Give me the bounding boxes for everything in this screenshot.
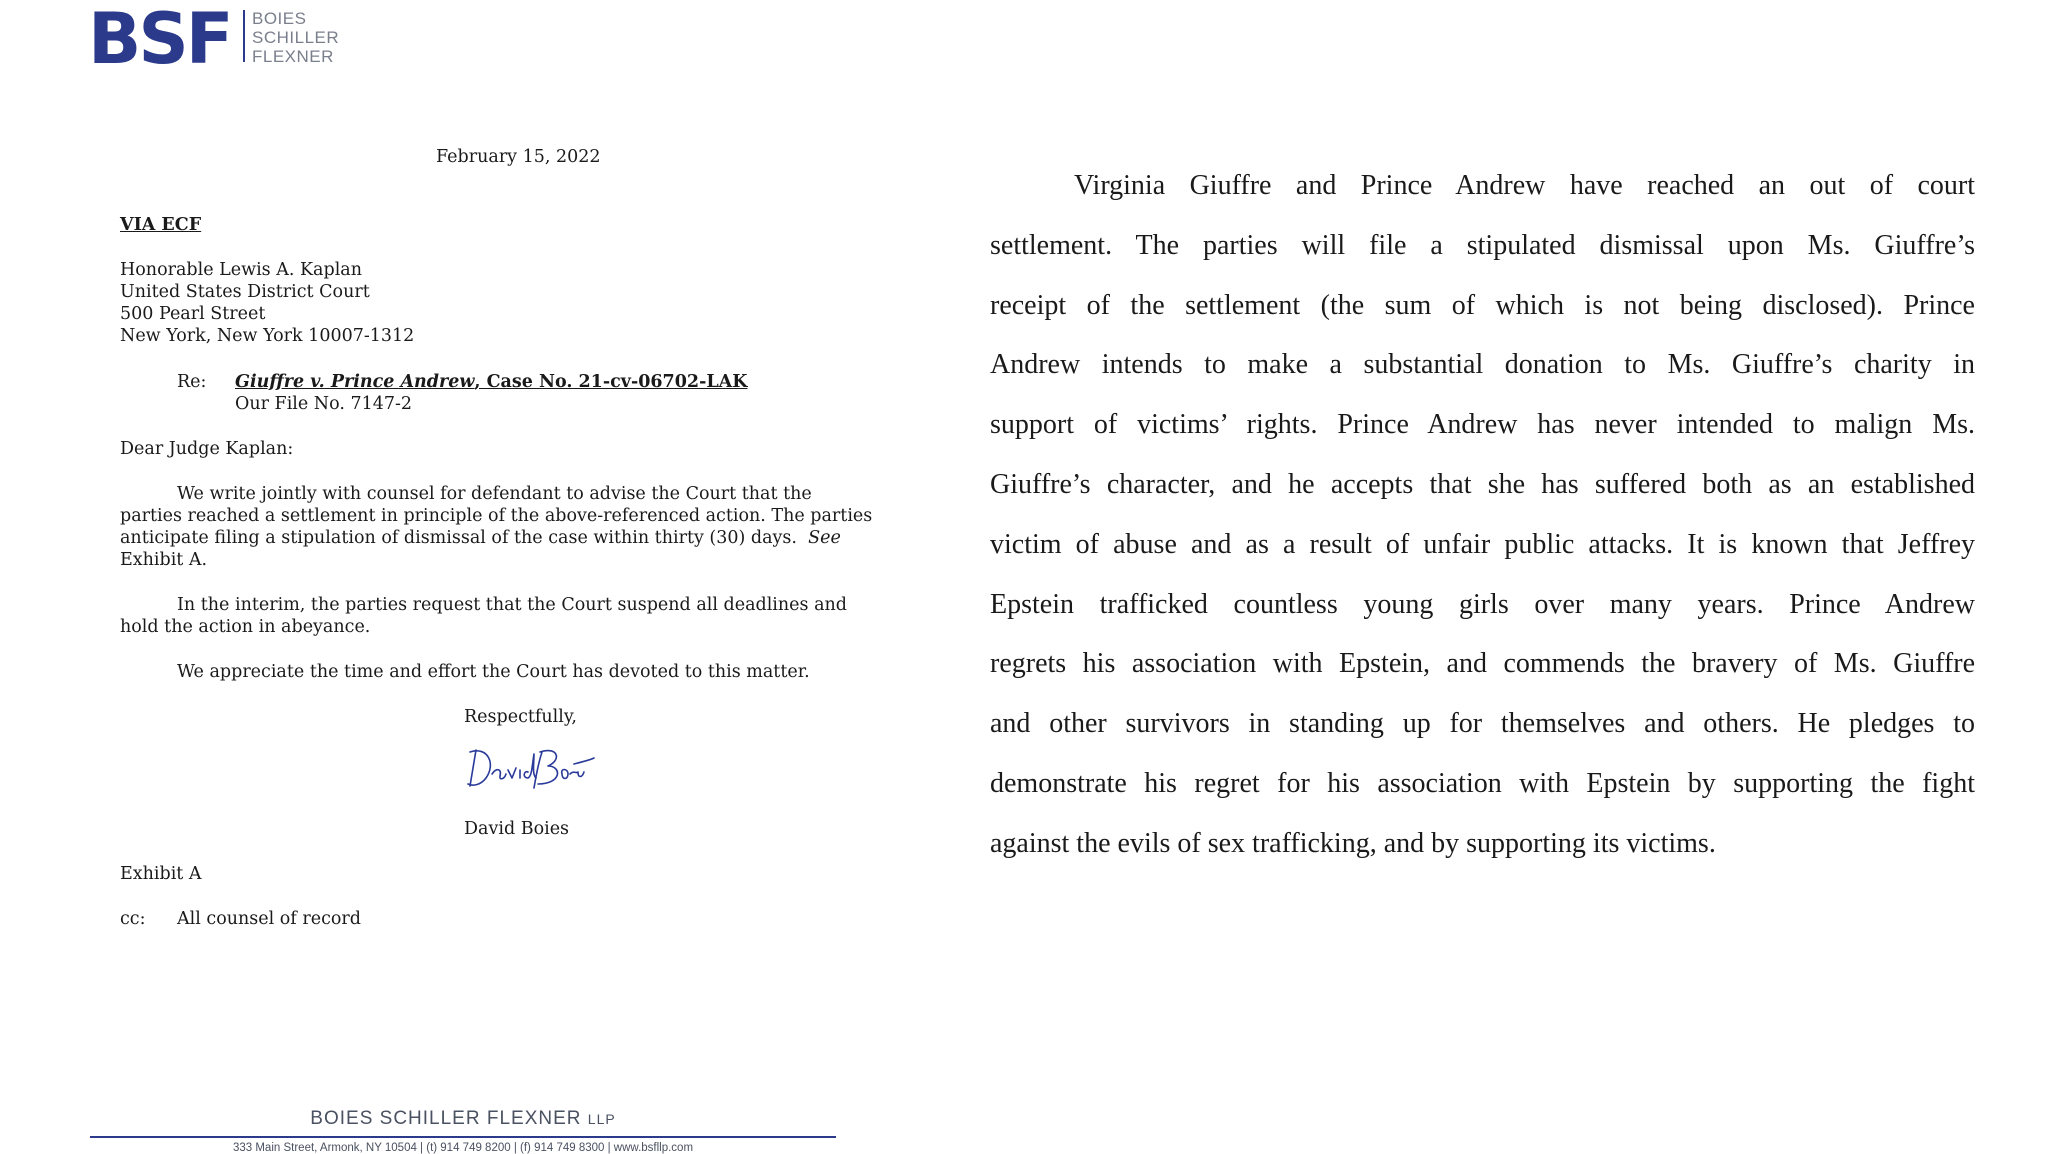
cc-label: cc:	[120, 909, 146, 929]
para1-line: parties reached a settlement in principle of the above-referenced action. The parties	[120, 506, 873, 526]
re-case-number: , Case No. 21-cv-06702-LAK	[474, 372, 748, 392]
statement-line: Virginia Giuffre and Prince Andrew have reached an out of court	[1074, 170, 1975, 201]
statement-line: demonstrate his regret for his association with Epstein by supporting the fight	[990, 767, 1975, 799]
para1-line: We write jointly with counsel for defendant to advise the Court that the	[177, 484, 812, 504]
statement-line: and other survivors in standing up for themselves and others. He pledges to	[990, 708, 1975, 740]
statement-line: against the evils of sex trafficking, and by supporting its victims.	[990, 827, 1716, 859]
re-case-title: Giuffre v. Prince Andrew	[235, 372, 475, 392]
statement-line: support of victims’ rights. Prince Andrew has never intended to malign Ms.	[990, 409, 1975, 441]
para2-line: In the interim, the parties request that the Court suspend all deadlines and	[177, 595, 847, 615]
para1-line	[120, 527, 841, 549]
para2-line: hold the action in abeyance.	[120, 617, 371, 637]
signature	[466, 744, 596, 792]
address-line: United States District Court	[120, 282, 370, 302]
logo-divider	[243, 10, 245, 62]
address-line: New York, New York 10007-1312	[120, 326, 415, 346]
address-line: Honorable Lewis A. Kaplan	[120, 260, 362, 280]
footer-firm-suffix: LLP	[587, 1111, 616, 1127]
footer-firm-name	[90, 1108, 836, 1130]
logo-word: BOIES	[252, 9, 307, 28]
logo-word: FLEXNER	[252, 47, 334, 66]
footer-address: 333 Main Street, Armonk, NY 10504 | (t) 914 749 8200 | (f) 914 749 8300 | www.bsfllp.com	[232, 1142, 694, 1154]
para1-text: anticipate filing a stipulation of dismissal of the case within thirty (30) days.	[120, 528, 797, 548]
statement-line: Andrew intends to make a substantial donation to Ms. Giuffre’s charity in	[990, 349, 1975, 381]
statement-line: settlement. The parties will file a stipulated dismissal upon Ms. Giuffre’s	[990, 229, 1975, 261]
salutation: Dear Judge Kaplan:	[120, 439, 294, 459]
letter-via: VIA ECF	[120, 215, 202, 235]
firm-logo-mark: BSF	[88, 0, 231, 80]
statement-line: regrets his association with Epstein, and commends the bravery of Ms. Giuffre	[990, 648, 1975, 680]
letter-address	[120, 259, 414, 347]
logo-word: SCHILLER	[252, 28, 340, 47]
footer-rule	[90, 1136, 836, 1138]
footer-firm: BOIES SCHILLER FLEXNER	[310, 1108, 582, 1129]
re-file-number: Our File No. 7147-2	[235, 394, 413, 414]
para3: We appreciate the time and effort the Court has devoted to this matter.	[177, 662, 810, 682]
address-line: 500 Pearl Street	[120, 304, 266, 324]
statement-line: receipt of the settlement (the sum of which is not being disclosed). Prince	[990, 289, 1975, 321]
statement-line: victim of abuse and as a result of unfair public attacks. It is known that Jeffrey	[990, 528, 1975, 560]
statement-line: Giuffre’s character, and he accepts that she has suffered both as an established	[990, 468, 1975, 500]
signer-name: David Boies	[464, 819, 570, 839]
para1-see: See	[808, 528, 841, 548]
cc-value: All counsel of record	[177, 909, 361, 929]
closing: Respectfully,	[464, 707, 577, 727]
para1-line: Exhibit A.	[120, 550, 208, 570]
statement-line: Epstein trafficked countless young girls over many years. Prince Andrew	[990, 588, 1975, 620]
exhibit-label: Exhibit A	[120, 864, 202, 884]
letter-date: February 15, 2022	[436, 147, 601, 167]
settlement-statement	[990, 156, 1975, 874]
firm-logo-words	[252, 9, 339, 66]
re-label: Re:	[177, 372, 207, 392]
re-case	[235, 371, 747, 393]
